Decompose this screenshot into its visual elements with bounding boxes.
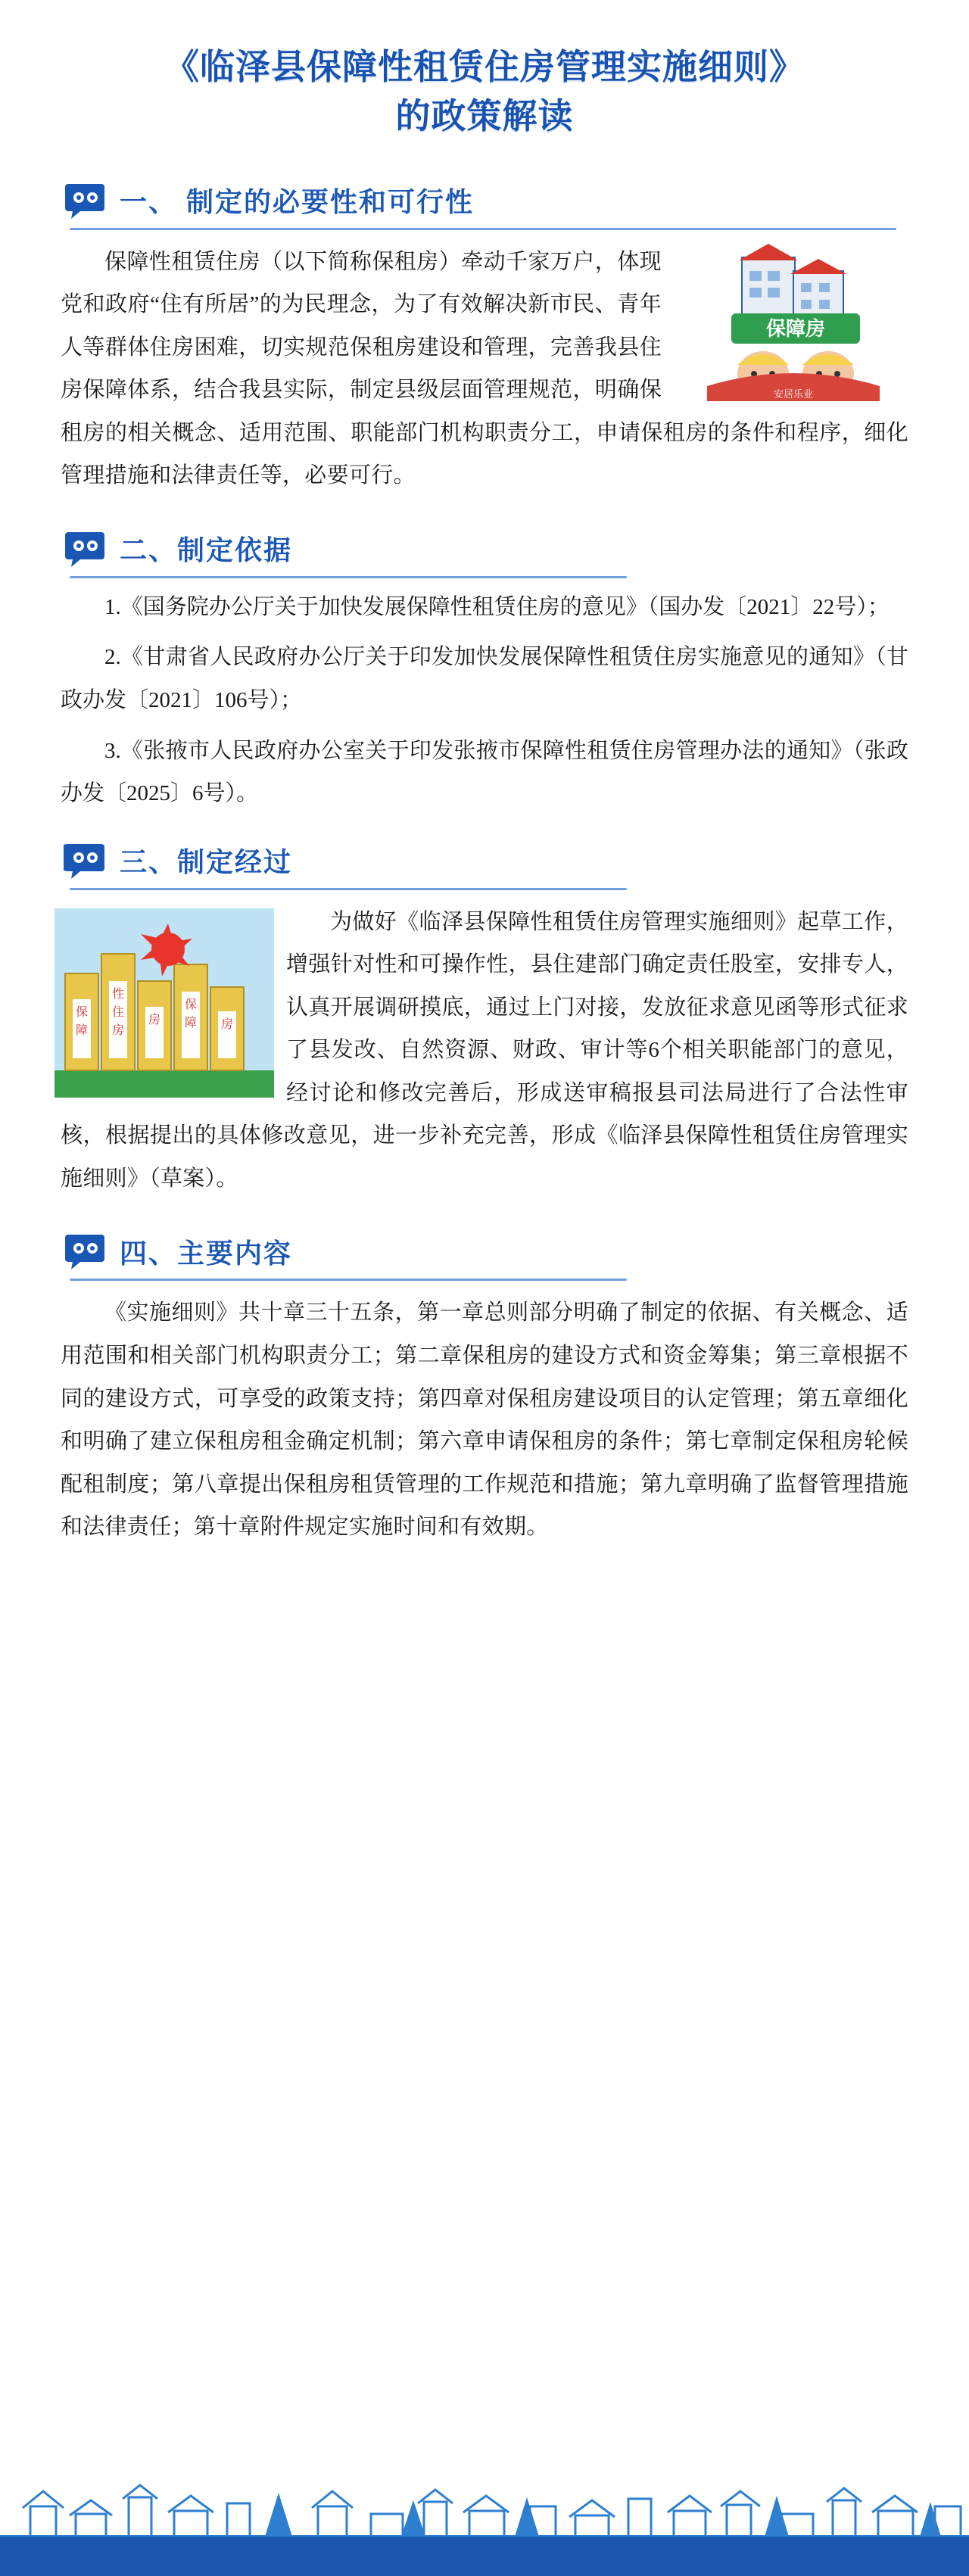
section-title-3: 三、制定经过 (120, 846, 293, 878)
section-divider-3 (70, 888, 627, 890)
title-line-2: 的政策解读 (395, 96, 574, 136)
housing-banner-subcaption: 安居乐业 (773, 388, 814, 400)
speech-bubble-icon (64, 181, 106, 220)
housing-banner-label: 保障房 (765, 316, 826, 340)
svg-text:障: 障 (75, 1023, 89, 1037)
section-3-paragraph: 为做好《临泽县保障性租赁住房管理实施细则》起草工作，增强针对性和可操作性，县住建部门确定责任股室，安排专人，认真开展调研摸底，通过上门对接，发放征求意见函等形式征求了县发改、自然资源、财政、审计等6个相关职能部门的意见，经讨论和修改完善后，形成送审稿报县司法局进行了合法性审核，根据提出的具体修改意见，进一步补充完善，形成《临泽县保障性租赁住房管理实施细则》（草案）。 (61, 909, 908, 1191)
footer-skyline (0, 2447, 969, 2576)
residential-buildings-illustration (55, 908, 274, 1098)
svg-text:房: 房 (220, 1017, 234, 1031)
svg-text:住: 住 (111, 1005, 125, 1019)
footer-bar (0, 2537, 969, 2576)
svg-text:房: 房 (148, 1013, 161, 1026)
section-divider-1 (70, 228, 896, 230)
section-title-4: 四、主要内容 (120, 1237, 293, 1269)
affordable-housing-illustration (672, 244, 914, 403)
section-2-item-2: 2.《甘肃省人民政府办公厅关于印发加快发展保障性租赁住房实施意见的通知》（甘政办发〔2021〕106号）； (61, 645, 908, 712)
section-heading-2 (64, 529, 914, 568)
speech-bubble-icon (64, 1232, 106, 1271)
section-heading-4 (64, 1232, 914, 1271)
section-1-paragraph: 保障性租赁住房（以下简称保租房）牵动千家万户，体现党和政府“住有所居”的为民理念，为了有效解决新市民、青年人等群体住房困难，切实规范保租房建设和管理，完善我县住房保障体系，结合我县实际，制定县级层面管理规范，明确保租房的相关概念、适用范围、职能部门机构职责分工，申请保租房的条件和程序，细化管理措施和法律责任等，必要可行。 (61, 249, 908, 488)
section-2-item-1: 1.《国务院办公厅关于加快发展保障性租赁住房的意见》（国办发〔2021〕22号）； (104, 594, 890, 619)
svg-text:房: 房 (111, 1023, 125, 1037)
svg-text:障: 障 (184, 1016, 198, 1029)
section-2-item-3: 3.《张掖市人民政府办公室关于印发张掖市保障性租赁住房管理办法的通知》（张政办发〔2025〕6号）。 (61, 738, 908, 806)
section-4-paragraph: 《实施细则》共十章三十五条，第一章总则部分明确了制定的依据、有关概念、适用范围和相关部门机构职责分工；第二章保租房的建设方式和资金筹集；第三章根据不同的建设方式，可享受的政策支持；第四章对保租房建设项目的认定管理；第五章细化和明确了建立保租房租金确定机制；第六章申请保租房的条件；第七章制定保租房轮候配租制度；第八章提出保租房租赁管理的工作规范和措施；第九章明确了监督管理措施和法律责任；第十章附件规定实施时间和有效期。 (61, 1300, 908, 1540)
section-divider-2 (70, 576, 627, 578)
page-title (55, 0, 914, 155)
svg-text:保: 保 (184, 998, 198, 1011)
section-heading-1 (64, 181, 914, 220)
speech-bubble-icon (64, 841, 106, 880)
svg-text:性: 性 (111, 987, 125, 1001)
svg-text:保: 保 (75, 1005, 89, 1019)
title-line-1: 《临泽县保障性租赁住房管理实施细则》 (164, 47, 805, 86)
section-title-1: 一、 制定的必要性和可行性 (120, 186, 475, 218)
section-divider-4 (70, 1279, 627, 1281)
section-heading-3 (64, 841, 914, 880)
speech-bubble-icon (64, 529, 106, 568)
section-title-2: 二、制定依据 (120, 534, 293, 566)
